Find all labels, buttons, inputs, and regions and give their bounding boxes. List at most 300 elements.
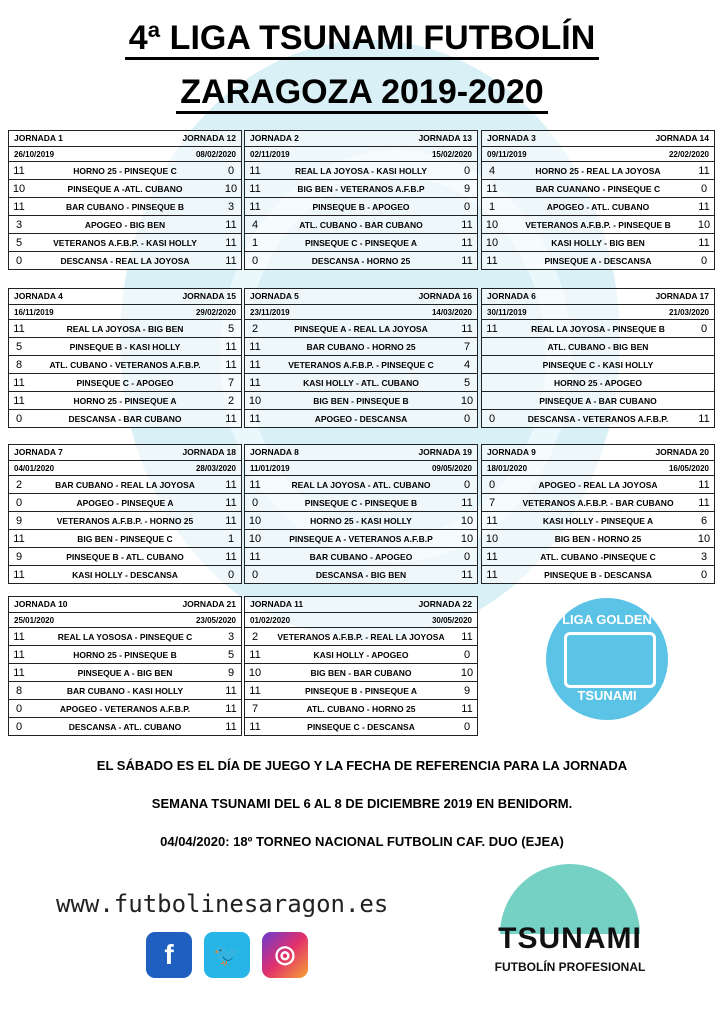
score-right: 11 — [698, 412, 710, 425]
page-title-line1: 4ª LIGA TSUNAMI FUTBOLÍN — [0, 18, 724, 58]
score-right: 10 — [697, 218, 711, 231]
match-teams: PINSEQUE B - ATL. CUBANO — [66, 551, 184, 562]
jornada-card — [481, 130, 715, 270]
match-teams: PINSEQUE B - PINSEQUE A — [304, 685, 418, 696]
match-teams: PINSEQUE A - REAL LA JOYOSA — [294, 323, 428, 334]
score-right: 5 — [227, 648, 235, 661]
score-right: 0 — [463, 648, 471, 661]
match-row — [245, 356, 477, 374]
match-row — [482, 320, 714, 338]
jornada-header — [482, 445, 714, 461]
match-row — [482, 530, 714, 548]
match-teams: PINSEQUE C - DESCANSA — [307, 721, 415, 732]
match-row — [245, 628, 477, 646]
jornada-left: JORNADA 8 — [250, 447, 299, 457]
jornada-dates — [245, 461, 477, 476]
score-right: 0 — [700, 182, 708, 195]
score-left: 10 — [485, 218, 499, 231]
jornada-right: JORNADA 13 — [418, 133, 472, 143]
match-row — [9, 512, 241, 530]
score-left: 11 — [13, 376, 25, 389]
score-left: 11 — [13, 648, 25, 661]
score-left: 7 — [488, 496, 496, 509]
score-left: 11 — [249, 720, 261, 733]
jornada-dates — [9, 305, 241, 320]
score-left: 11 — [249, 648, 261, 661]
date-right: 23/05/2020 — [195, 615, 236, 625]
jornada-left: JORNADA 9 — [487, 447, 536, 457]
match-teams: HORNO 25 - APOGEO — [553, 377, 642, 388]
match-row — [245, 392, 477, 410]
jornada-card — [244, 444, 478, 584]
date-left: 25/01/2020 — [14, 615, 55, 625]
match-row — [9, 718, 241, 735]
match-teams: PINSEQUE B - DESCANSA — [544, 569, 652, 580]
page-title-line2: ZARAGOZA 2019-2020 — [0, 72, 724, 112]
score-right: 0 — [463, 720, 471, 733]
match-row — [245, 476, 477, 494]
match-teams: REAL LA JOYOSA - ATL. CUBANO — [291, 479, 431, 490]
date-left: 23/11/2019 — [250, 307, 290, 317]
match-row — [482, 548, 714, 566]
match-teams: PINSEQUE C - PINSEQUE A — [304, 237, 418, 248]
score-left: 0 — [15, 720, 23, 733]
jornada-left: JORNADA 7 — [14, 447, 63, 457]
match-teams: APOGEO - ATL. CUBANO — [546, 201, 650, 212]
score-left: 1 — [488, 200, 496, 213]
score-right: 5 — [227, 322, 235, 335]
date-right: 09/05/2020 — [431, 463, 472, 473]
score-left: 0 — [251, 568, 259, 581]
match-teams: KASI HOLLY - PINSEQUE A — [542, 515, 654, 526]
jornada-dates — [245, 305, 477, 320]
match-teams: HORNO 25 - PINSEQUE B — [73, 649, 177, 660]
score-right: 2 — [227, 394, 235, 407]
score-left: 10 — [485, 236, 499, 249]
match-teams: REAL LA JOYOSA - KASI HOLLY — [294, 165, 428, 176]
match-row — [482, 476, 714, 494]
facebook-icon[interactable]: f — [146, 932, 192, 978]
twitter-icon[interactable]: 🐦 — [204, 932, 250, 978]
score-right: 11 — [461, 496, 473, 509]
score-right: 11 — [461, 218, 473, 231]
match-row — [245, 700, 477, 718]
match-teams: BAR CUBANO - HORNO 25 — [306, 341, 416, 352]
match-teams: VETERANOS A.F.B.P. - HORNO 25 — [56, 515, 194, 526]
jornada-header — [9, 597, 241, 613]
match-row — [482, 216, 714, 234]
score-right: 9 — [463, 182, 471, 195]
score-left: 2 — [251, 322, 259, 335]
score-left: 2 — [15, 478, 23, 491]
score-left: 1 — [251, 236, 259, 249]
score-left: 11 — [249, 358, 261, 371]
score-left: 3 — [15, 218, 23, 231]
match-teams: PINSEQUE C - PINSEQUE B — [304, 497, 418, 508]
score-left: 11 — [13, 630, 25, 643]
score-left: 0 — [15, 254, 23, 267]
match-teams: PINSEQUE A - BIG BEN — [77, 667, 173, 678]
jornada-dates — [245, 613, 477, 628]
score-right: 0 — [700, 254, 708, 267]
match-row — [245, 530, 477, 548]
match-row — [245, 162, 477, 180]
jornada-header — [9, 289, 241, 305]
jornada-header — [482, 289, 714, 305]
match-teams: DESCANSA - BAR CUBANO — [68, 413, 182, 424]
jornada-header — [482, 131, 714, 147]
match-teams: KASI HOLLY - DESCANSA — [72, 569, 178, 580]
liga-golden-logo: LIGA GOLDEN TSUNAMI — [546, 598, 668, 720]
jornada-card — [481, 288, 715, 428]
match-row — [482, 180, 714, 198]
match-teams: PINSEQUE C - APOGEO — [76, 377, 174, 388]
score-right: 11 — [698, 496, 710, 509]
date-right: 30/05/2020 — [431, 615, 472, 625]
score-left: 10 — [485, 532, 499, 545]
match-row — [245, 234, 477, 252]
match-row — [9, 356, 241, 374]
score-left: 0 — [15, 412, 23, 425]
score-right: 10 — [460, 514, 474, 527]
match-row — [245, 252, 477, 269]
score-left: 11 — [486, 568, 498, 581]
jornada-right: JORNADA 17 — [655, 291, 709, 301]
match-teams: BAR CUANANO - PINSEQUE C — [535, 183, 661, 194]
match-teams: APOGEO - BIG BEN — [84, 219, 166, 230]
website-link[interactable]: www.futbolinesaragon.es — [56, 890, 389, 918]
score-left: 11 — [13, 568, 25, 581]
match-row — [9, 216, 241, 234]
score-left: 10 — [12, 182, 26, 195]
score-left: 4 — [251, 218, 259, 231]
jornada-dates — [482, 305, 714, 320]
match-teams: REAL LA YOSOSA - PINSEQUE C — [57, 631, 193, 642]
match-row — [482, 252, 714, 269]
score-right: 5 — [463, 376, 471, 389]
match-teams: KASI HOLLY - BIG BEN — [551, 237, 645, 248]
match-teams: DESCANSA - REAL LA JOYOSA — [60, 255, 190, 266]
score-right: 11 — [461, 236, 473, 249]
match-row — [9, 410, 241, 427]
score-right: 9 — [463, 684, 471, 697]
score-right: 0 — [227, 164, 235, 177]
jornada-right: JORNADA 16 — [418, 291, 472, 301]
score-left: 10 — [248, 394, 262, 407]
jornada-right: JORNADA 15 — [182, 291, 236, 301]
match-teams: PINSEQUE B - APOGEO — [312, 201, 410, 212]
match-row — [245, 718, 477, 735]
score-left: 11 — [13, 394, 25, 407]
jornada-left: JORNADA 10 — [14, 599, 68, 609]
match-teams: VETERANOS A.F.B.P. - BAR CUBANO — [522, 497, 674, 508]
jornada-header — [245, 597, 477, 613]
score-left: 9 — [15, 550, 23, 563]
jornada-right: JORNADA 20 — [655, 447, 709, 457]
score-right: 11 — [225, 478, 237, 491]
match-row — [245, 494, 477, 512]
match-row — [245, 664, 477, 682]
date-right: 14/03/2020 — [431, 307, 472, 317]
jornada-header — [245, 131, 477, 147]
date-right: 16/05/2020 — [668, 463, 709, 473]
score-right: 10 — [460, 394, 474, 407]
score-right: 11 — [225, 254, 237, 267]
score-right: 11 — [461, 322, 473, 335]
score-left: 0 — [15, 496, 23, 509]
score-left: 11 — [249, 550, 261, 563]
match-row — [482, 512, 714, 530]
score-right: 3 — [227, 630, 235, 643]
score-left: 8 — [15, 684, 23, 697]
date-left: 02/11/2019 — [250, 149, 290, 159]
match-row — [482, 566, 714, 583]
date-right: 28/03/2020 — [195, 463, 236, 473]
match-teams: ATL. CUBANO - BIG BEN — [547, 341, 649, 352]
score-left: 11 — [249, 182, 261, 195]
match-teams: BIG BEN - BAR CUBANO — [310, 667, 412, 678]
match-row — [245, 548, 477, 566]
match-row — [482, 494, 714, 512]
match-row — [245, 566, 477, 583]
score-right: 10 — [224, 182, 238, 195]
score-left: 0 — [251, 254, 259, 267]
match-row — [245, 410, 477, 427]
score-right: 11 — [461, 630, 473, 643]
score-right: 0 — [700, 322, 708, 335]
match-teams: APOGEO - VETERANOS A.F.B.P. — [59, 703, 191, 714]
jornada-dates — [9, 613, 241, 628]
jornada-dates — [9, 461, 241, 476]
jornada-card — [244, 288, 478, 428]
score-left: 11 — [486, 514, 498, 527]
score-left: 0 — [488, 412, 496, 425]
score-right: 0 — [463, 200, 471, 213]
score-right: 6 — [700, 514, 708, 527]
score-right: 9 — [227, 666, 235, 679]
match-teams: DESCANSA - HORNO 25 — [311, 255, 411, 266]
match-teams: BAR CUBANO - REAL LA JOYOSA — [55, 479, 195, 490]
score-left: 11 — [486, 182, 498, 195]
match-teams: VETERANOS A.F.B.P. - REAL LA JOYOSA — [277, 631, 445, 642]
note-game-day: EL SÁBADO ES EL DÍA DE JUEGO Y LA FECHA DE REFERENCIA PARA LA JORNADA — [96, 758, 628, 773]
score-left: 0 — [15, 702, 23, 715]
match-row — [245, 646, 477, 664]
score-right: 1 — [227, 532, 235, 545]
match-row — [482, 234, 714, 252]
match-teams: VETERANOS A.F.B.P. - PINSEQUE C — [288, 359, 434, 370]
score-right: 4 — [463, 358, 471, 371]
score-right: 0 — [227, 568, 235, 581]
score-left: 0 — [488, 478, 496, 491]
match-teams: ATL. CUBANO - HORNO 25 — [306, 703, 416, 714]
match-row — [482, 392, 714, 410]
score-right: 11 — [225, 514, 237, 527]
score-right: 0 — [463, 164, 471, 177]
jornada-left: JORNADA 5 — [250, 291, 299, 301]
score-left: 11 — [486, 322, 498, 335]
match-teams: APOGEO - PINSEQUE A — [76, 497, 174, 508]
match-row — [9, 392, 241, 410]
score-left: 11 — [13, 164, 25, 177]
jornada-header — [245, 445, 477, 461]
match-teams: KASI HOLLY - ATL. CUBANO — [303, 377, 419, 388]
score-left: 11 — [249, 340, 261, 353]
match-row — [245, 374, 477, 392]
match-row — [9, 162, 241, 180]
jornada-left: JORNADA 4 — [14, 291, 63, 301]
instagram-icon[interactable]: ◎ — [262, 932, 308, 978]
score-left: 11 — [249, 164, 261, 177]
match-row — [9, 234, 241, 252]
date-right: 22/02/2020 — [668, 149, 709, 159]
tsunami-brand-logo: TSUNAMI FUTBOLÍN PROFESIONAL — [480, 864, 660, 992]
score-left: 5 — [15, 340, 23, 353]
match-row — [9, 198, 241, 216]
score-left: 11 — [249, 412, 261, 425]
match-teams: DESCANSA - ATL. CUBANO — [68, 721, 182, 732]
score-right: 11 — [461, 568, 473, 581]
match-teams: KASI HOLLY - APOGEO — [313, 649, 409, 660]
match-row — [9, 338, 241, 356]
score-left: 11 — [13, 322, 25, 335]
score-left: 11 — [13, 532, 25, 545]
jornada-header — [9, 131, 241, 147]
score-left: 11 — [249, 200, 261, 213]
match-teams: BAR CUBANO - KASI HOLLY — [66, 685, 184, 696]
match-row — [9, 646, 241, 664]
match-teams: HORNO 25 - PINSEQUE C — [73, 165, 177, 176]
score-right: 0 — [700, 568, 708, 581]
score-left: 5 — [15, 236, 23, 249]
match-teams: REAL LA JOYOSA - PINSEQUE B — [531, 323, 665, 334]
match-teams: BAR CUBANO - APOGEO — [309, 551, 413, 562]
match-row — [9, 700, 241, 718]
date-left: 18/01/2020 — [487, 463, 528, 473]
match-row — [245, 512, 477, 530]
jornada-card — [8, 130, 242, 270]
jornada-left: JORNADA 3 — [487, 133, 536, 143]
score-right: 11 — [225, 412, 237, 425]
score-right: 11 — [225, 236, 237, 249]
match-row — [9, 682, 241, 700]
match-teams: REAL LA JOYOSA - BIG BEN — [66, 323, 184, 334]
match-teams: PINSEQUE A -ATL. CUBANO — [67, 183, 183, 194]
jornada-dates — [482, 461, 714, 476]
match-teams: ATL. CUBANO - VETERANOS A.F.B.P. — [49, 359, 201, 370]
jornada-right: JORNADA 21 — [182, 599, 236, 609]
match-teams: BIG BEN - HORNO 25 — [554, 533, 642, 544]
jornada-left: JORNADA 6 — [487, 291, 536, 301]
score-right: 11 — [698, 236, 710, 249]
match-teams: BIG BEN - VETERANOS A.F.B.P — [297, 183, 425, 194]
score-left: 9 — [15, 514, 23, 527]
match-teams: APOGEO - DESCANSA — [314, 413, 408, 424]
date-left: 04/01/2020 — [14, 463, 55, 473]
score-right: 0 — [463, 478, 471, 491]
match-row — [482, 356, 714, 374]
score-right: 11 — [225, 720, 237, 733]
score-right: 11 — [225, 550, 237, 563]
score-right: 11 — [225, 496, 237, 509]
match-teams: PINSEQUE A - DESCANSA — [544, 255, 652, 266]
match-row — [9, 664, 241, 682]
score-left: 2 — [251, 630, 259, 643]
match-row — [482, 374, 714, 392]
date-left: 11/01/2019 — [250, 463, 290, 473]
date-left: 16/11/2019 — [14, 307, 54, 317]
jornada-card — [244, 596, 478, 736]
match-row — [482, 338, 714, 356]
match-row — [245, 198, 477, 216]
match-row — [482, 162, 714, 180]
match-teams: HORNO 25 - KASI HOLLY — [310, 515, 412, 526]
score-right: 10 — [697, 532, 711, 545]
match-row — [245, 180, 477, 198]
date-right: 21/03/2020 — [668, 307, 709, 317]
jornada-card — [8, 444, 242, 584]
match-teams: DESCANSA - BIG BEN — [315, 569, 407, 580]
score-right: 10 — [460, 666, 474, 679]
jornada-dates — [9, 147, 241, 162]
match-row — [482, 198, 714, 216]
score-right: 11 — [225, 340, 237, 353]
jornada-header — [245, 289, 477, 305]
match-row — [9, 494, 241, 512]
score-right: 3 — [227, 200, 235, 213]
jornada-left: JORNADA 1 — [14, 133, 63, 143]
date-left: 30/11/2019 — [487, 307, 527, 317]
score-right: 7 — [463, 340, 471, 353]
jornada-dates — [245, 147, 477, 162]
jornada-card — [8, 288, 242, 428]
score-left: 11 — [249, 376, 261, 389]
jornada-right: JORNADA 14 — [655, 133, 709, 143]
match-teams: HORNO 25 - PINSEQUE A — [73, 395, 177, 406]
score-right: 0 — [463, 412, 471, 425]
match-row — [482, 410, 714, 427]
score-left: 11 — [13, 666, 25, 679]
score-left: 11 — [486, 550, 498, 563]
match-row — [9, 628, 241, 646]
score-left: 4 — [488, 164, 496, 177]
match-teams: PINSEQUE A - BAR CUBANO — [539, 395, 657, 406]
score-right: 11 — [698, 478, 710, 491]
match-row — [9, 252, 241, 269]
jornada-right: JORNADA 18 — [182, 447, 236, 457]
jornada-dates — [482, 147, 714, 162]
note-semana-tsunami: SEMANA TSUNAMI DEL 6 AL 8 DE DICIEMBRE 2019 EN BENIDORM. — [151, 796, 573, 811]
match-row — [245, 216, 477, 234]
match-row — [9, 180, 241, 198]
match-row — [9, 476, 241, 494]
score-left: 10 — [248, 666, 262, 679]
match-teams: ATL. CUBANO - BAR CUBANO — [299, 219, 423, 230]
score-right: 3 — [700, 550, 708, 563]
score-right: 11 — [225, 684, 237, 697]
match-teams: HORNO 25 - REAL LA JOYOSA — [535, 165, 661, 176]
score-left: 11 — [486, 254, 498, 267]
score-right: 11 — [461, 254, 473, 267]
score-left: 10 — [248, 514, 262, 527]
jornada-card — [481, 444, 715, 584]
match-teams: PINSEQUE A - VETERANOS A.F.B.P — [289, 533, 433, 544]
jornada-left: JORNADA 11 — [250, 599, 304, 609]
jornada-right: JORNADA 12 — [182, 133, 236, 143]
score-left: 11 — [13, 200, 25, 213]
date-left: 26/10/2019 — [14, 149, 55, 159]
score-left: 8 — [15, 358, 23, 371]
